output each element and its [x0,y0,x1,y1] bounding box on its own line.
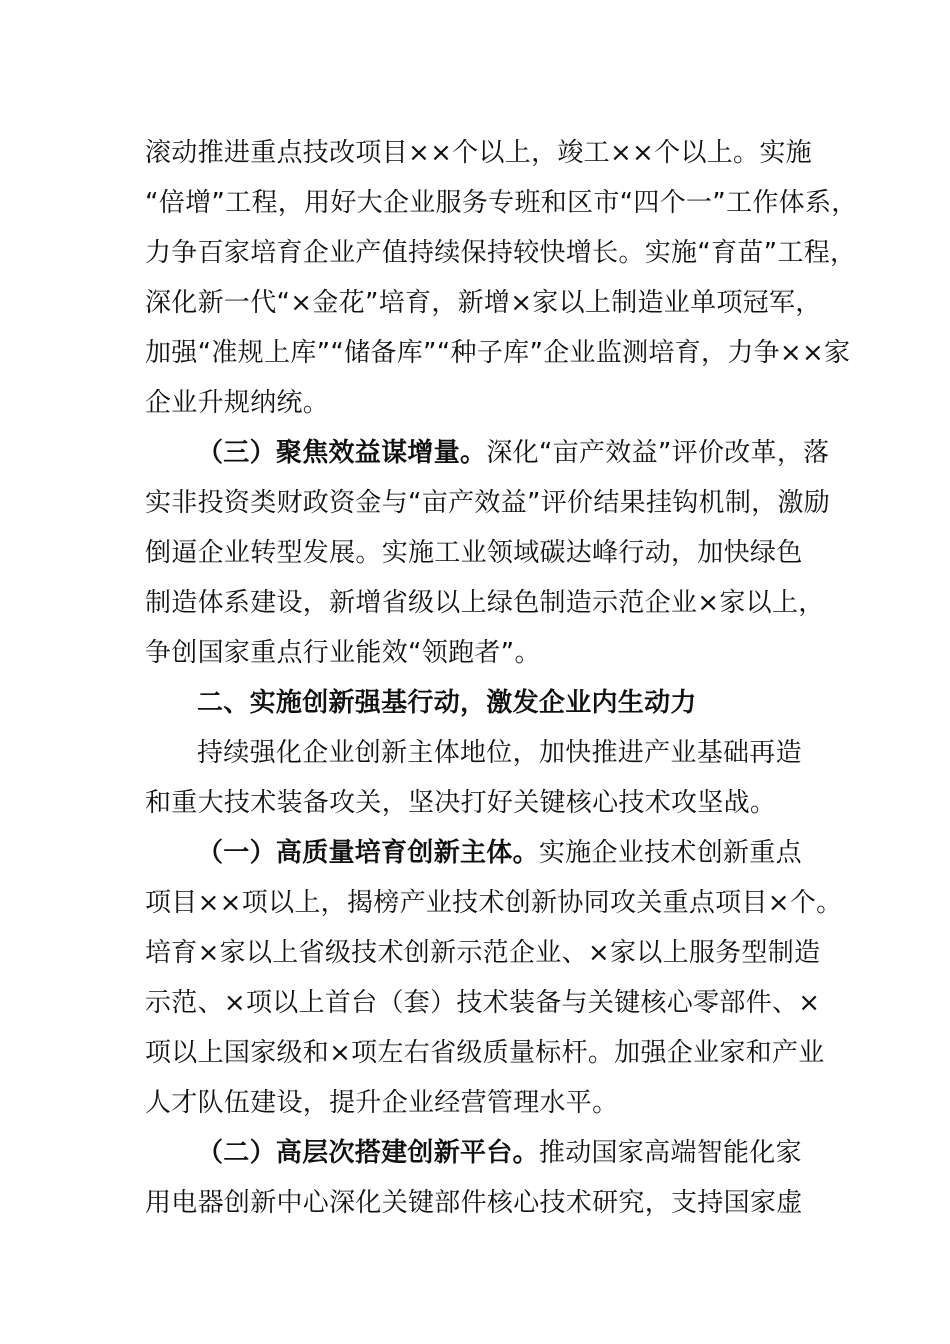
body-text: 推动国家高端智能化家 [538,1138,802,1168]
subsection-heading: （一）高质量培育创新主体。 [197,838,539,868]
body-line: 加强“准规上库”“储备库”“种子库”企业监测培育，力争××家 [145,338,851,368]
body-line: 深化新一代“×金花”培育，新增×家以上制造业单项冠军， [145,288,822,318]
subsection-paragraph-1 [145,828,835,878]
body-text: 实施企业技术创新重点 [538,838,802,868]
body-text: 深化“亩产效益”评价改革，落 [486,438,830,468]
subsection-heading: （三）聚焦效益谋增量。 [197,438,487,468]
body-line: 人才队伍建设，提升企业经营管理水平。 [145,1088,619,1118]
body-line: 争创国家重点行业能效“领跑者”。 [145,638,541,668]
body-line: 项目××项以上，揭榜产业技术创新协同攻关重点项目×个。 [145,888,843,918]
body-line: 和重大技术装备攻关，坚决打好关键核心技术攻坚战。 [145,788,777,818]
body-line: 培育×家以上省级技术创新示范企业、×家以上服务型制造 [145,938,821,968]
document-body [145,128,858,1228]
body-line: 企业升规纳统。 [145,388,330,418]
body-line: 示范、×项以上首台（套）技术装备与关键核心零部件、× [145,988,821,1018]
body-line: 用电器创新中心深化关键部件核心技术研究，支持国家虚 [145,1188,803,1218]
section-heading: 二、实施创新强基行动，激发企业内生动力 [197,688,697,718]
body-line: 持续强化企业创新主体地位，加快推进产业基础再造 [197,738,802,768]
body-line: 力争百家培育企业产值持续保持较快增长。实施“育苗”工程， [145,238,857,268]
body-line: 项以上国家级和×项左右省级质量标杆。加强企业家和产业 [145,1038,825,1068]
subsection-paragraph-2 [145,1128,835,1178]
body-line: 滚动推进重点技改项目××个以上，竣工××个以上。实施 [145,138,812,168]
subsection-paragraph-3 [145,428,835,478]
body-line: 制造体系建设，新增省级以上绿色制造示范企业×家以上， [145,588,825,618]
body-line: 倒逼企业转型发展。实施工业领域碳达峰行动，加快绿色 [145,538,803,568]
body-line: 实非投资类财政资金与“亩产效益”评价结果挂钩机制，激励 [145,488,831,518]
subsection-heading: （二）高层次搭建创新平台。 [197,1138,539,1168]
body-line: “倍增”工程，用好大企业服务专班和区市“四个一”工作体系， [145,188,858,218]
